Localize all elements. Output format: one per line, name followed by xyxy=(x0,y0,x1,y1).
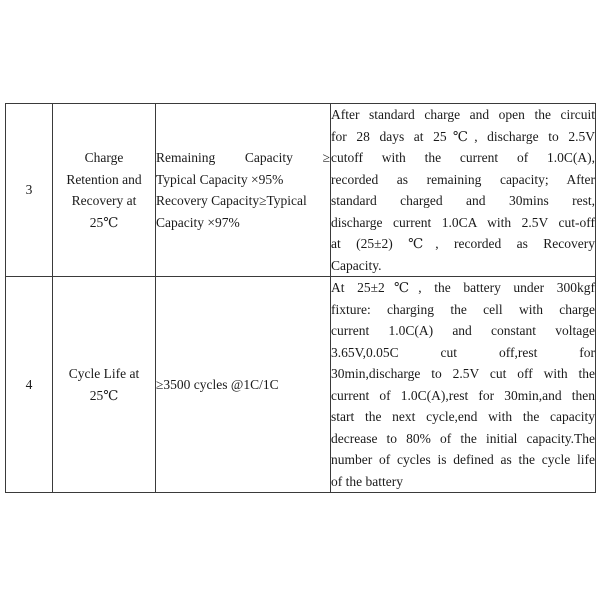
test-item-line: Recovery at xyxy=(71,193,137,208)
test-method-line: cutoff with the current of 1.0C(A), xyxy=(331,150,595,165)
test-item-line: Cycle Life at xyxy=(68,366,140,381)
test-method-line: After standard charge and open the circuit xyxy=(331,107,595,122)
requirement-line: Remaining Capacity ≥ xyxy=(156,150,330,165)
test-method-line: discharge current 1.0CA with 2.5V cut-off xyxy=(331,214,595,230)
test-method-line: standard charged and 30mins rest, xyxy=(331,193,595,208)
test-method-line: for 28 days at 25℃, discharge to 2.5V xyxy=(331,128,595,144)
test-method-line: current of 1.0C(A),rest for 30min,and then xyxy=(331,387,595,403)
test-method-line: number of cycles is defined as the cycle life xyxy=(331,452,595,467)
test-method-line: current 1.0C(A) and constant voltage xyxy=(331,323,595,338)
test-method-cell xyxy=(331,104,596,277)
requirement-line: Typical Capacity ×95% xyxy=(156,171,284,187)
test-item-line: Charge xyxy=(84,150,124,165)
test-item-line: Retention and xyxy=(66,171,142,187)
test-item-line: 25℃ xyxy=(89,214,119,230)
requirement-line: Recovery Capacity≥Typical xyxy=(156,193,307,208)
test-method-line: 3.65V,0.05C cut off,rest for xyxy=(331,344,595,360)
specification-table xyxy=(5,103,596,493)
table-row xyxy=(6,104,596,277)
test-method-line: At 25±2℃, the battery under 300kgf xyxy=(331,280,595,295)
test-method-line: recorded as remaining capacity; After xyxy=(331,171,595,187)
test-method-line: 30min,discharge to 2.5V cut off with the xyxy=(331,366,595,381)
requirement-cell xyxy=(156,104,331,277)
test-method-line: of the battery xyxy=(331,473,403,489)
requirement-cell xyxy=(156,277,331,493)
test-item-cell xyxy=(53,277,156,493)
test-method-line: decrease to 80% of the initial capacity.The xyxy=(331,430,595,446)
test-item-line: 25℃ xyxy=(89,387,119,403)
item-number-cell: 4 xyxy=(6,277,53,493)
test-method-line: start the next cycle,end with the capacity xyxy=(331,409,595,424)
test-method-line: at (25±2) ℃, recorded as Recovery xyxy=(331,236,595,251)
item-number-cell: 3 xyxy=(6,104,53,277)
requirement-line: ≥3500 cycles @1C/1C xyxy=(156,376,279,392)
table-row xyxy=(6,277,596,493)
test-method-cell xyxy=(331,277,596,493)
test-item-cell xyxy=(53,104,156,277)
test-method-line: fixture: charging the cell with charge xyxy=(331,301,595,317)
test-method-line: Capacity. xyxy=(331,257,382,273)
requirement-line: Capacity ×97% xyxy=(156,214,240,230)
